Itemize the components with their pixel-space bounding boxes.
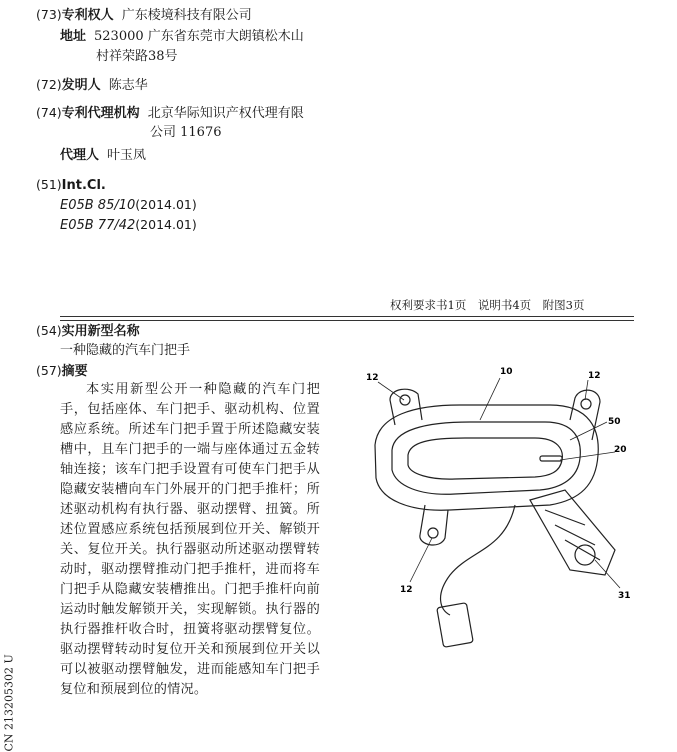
side-number-text: CN 213205302 U <box>2 654 16 752</box>
title-line <box>36 322 140 341</box>
agency-label: 专利代理机构 <box>61 106 140 121</box>
abstract-text: 本实用新型公开一种隐藏的汽车门把手，包括座体、车门把手、驱动机构、位置感应系统。所述车门把手置于所述隐藏安装槽中，且车门把手的一端与座体通过五金转轴连接；该车门把手设置有可使车门把手从隐藏安装槽向车门外展开的门把手推杆；所述驱动机构有执行器、驱动摆臂、扭簧。所述位置感应系统包括预展到位开关、解锁开关、复位开关。执行器驱动所述驱动摆臂转动时，驱动摆臂推动门把手推杆，进而将车门把手从隐藏安装槽推出。门把手推杆向前运动时触发解锁开关，实现解锁。执行器的执行器推杆收合时，扭簧将驱动摆臂复位。驱动摆臂转动时复位开关和预展到位开关以可以被驱动摆臂触发，进而能感知车门把手复位和预展到位的情况。 <box>60 382 320 697</box>
intcl-class-2-date: (2014.01) <box>135 217 197 232</box>
agent-line <box>60 147 146 165</box>
ref-12-right: 12 <box>588 371 601 381</box>
abstract-heading <box>36 362 88 381</box>
ref-50: 50 <box>608 417 621 427</box>
page-summary: 权利要求书1页 说明书4页 附图3页 <box>390 298 585 312</box>
intcl-label: Int.Cl. <box>61 178 106 193</box>
agency-code: (74) <box>36 105 62 120</box>
ref-12-left: 12 <box>366 373 379 383</box>
abstract-label: 摘要 <box>61 364 88 379</box>
patentee-line <box>36 6 252 25</box>
agency-value: 北京华际知识产权代理有限 <box>147 106 304 121</box>
lower-mount <box>420 505 448 545</box>
door-handle-figure <box>330 360 640 670</box>
address-value: 523000 广东省东莞市大朗镇松木山 <box>94 29 304 44</box>
inventor-value: 陈志华 <box>108 78 148 93</box>
inventor-label: 发明人 <box>61 78 101 93</box>
slot-marker <box>540 456 562 461</box>
side-publication-number <box>2 642 16 752</box>
rule-top <box>60 316 634 317</box>
title-code: (54) <box>36 323 62 338</box>
inventor-line <box>36 76 148 95</box>
left-bracket-hole <box>400 395 410 405</box>
agency-line-2: 公司 11676 <box>150 125 222 140</box>
address-label: 地址 <box>60 29 87 44</box>
actuator-detail <box>545 510 600 560</box>
agent-label: 代理人 <box>60 148 100 163</box>
ref-12-bottom: 12 <box>400 585 413 595</box>
handle-body <box>392 422 580 494</box>
abstract-code: (57) <box>36 363 62 378</box>
intcl-code: (51) <box>36 177 62 192</box>
actuator-body <box>530 490 615 575</box>
ref-31: 31 <box>618 591 631 601</box>
handle-slot <box>408 438 562 479</box>
patentee-code: (73) <box>36 7 62 22</box>
agent-value: 叶玉凤 <box>107 148 147 163</box>
inventor-code: (72) <box>36 77 62 92</box>
intcl-class-1-code: E05B 85/10 <box>60 198 136 213</box>
intcl-line <box>36 176 106 195</box>
patentee-value: 广东棱境科技有限公司 <box>121 8 252 23</box>
lower-mount-hole <box>428 528 438 538</box>
address-line-2: 村祥荣路38号 <box>96 49 178 64</box>
address-line <box>60 28 304 46</box>
intcl-class-2-code: E05B 77/42 <box>60 218 136 233</box>
right-bracket-hole <box>581 399 591 409</box>
ref-20: 20 <box>614 445 627 455</box>
intcl-class-1 <box>60 196 197 215</box>
intcl-class-2 <box>60 216 197 235</box>
agency-line <box>36 104 304 123</box>
rule-top-2 <box>60 320 634 321</box>
ref-10: 10 <box>500 367 513 377</box>
connector <box>437 603 473 648</box>
title-label: 实用新型名称 <box>61 324 140 339</box>
cable <box>441 505 515 615</box>
intcl-class-1-date: (2014.01) <box>135 197 197 212</box>
patentee-label: 专利权人 <box>61 8 114 23</box>
utility-title: 一种隐藏的汽车门把手 <box>60 343 191 358</box>
